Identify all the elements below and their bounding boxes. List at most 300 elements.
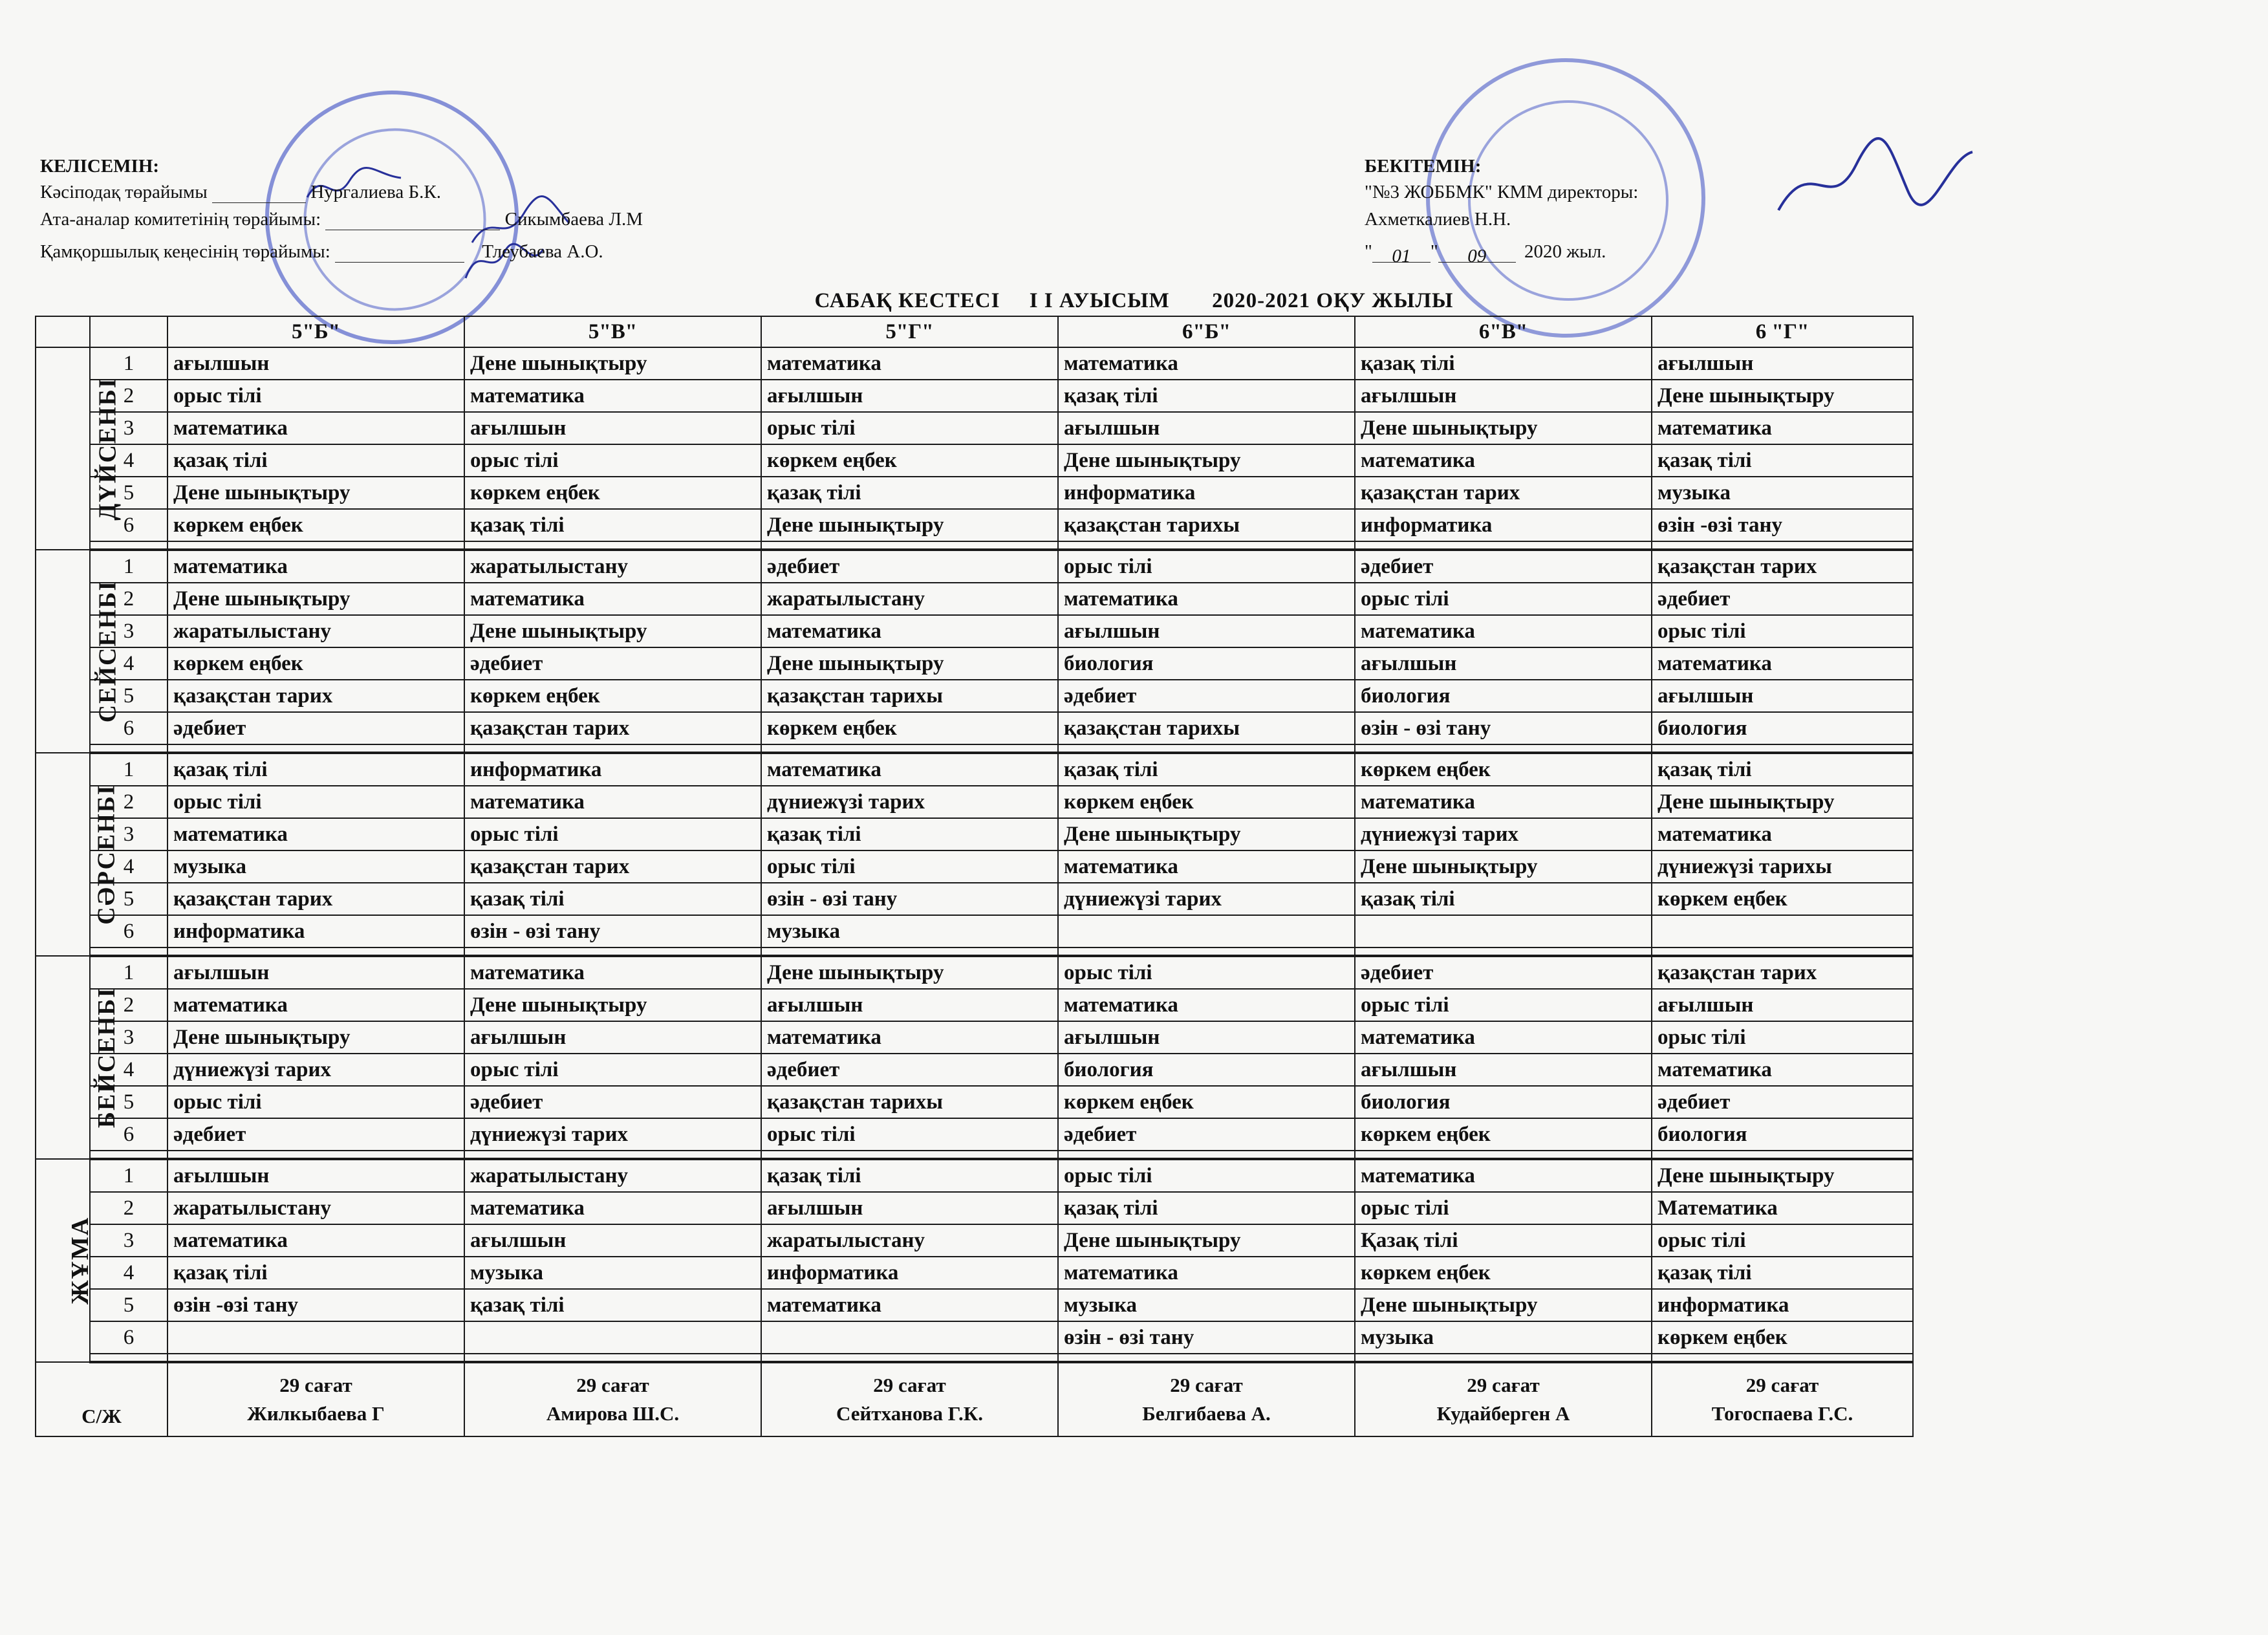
subject-cell: информатика <box>167 915 464 947</box>
separator-cell <box>464 541 761 550</box>
lesson-number: 3 <box>90 615 167 647</box>
subject-cell: математика <box>167 818 464 850</box>
subject-cell: әдебиет <box>1355 550 1652 583</box>
subject-cell: математика <box>464 956 761 989</box>
subject-cell: Дене шынықтыру <box>464 347 761 380</box>
subject-cell: ағылшын <box>761 1192 1058 1224</box>
lesson-row <box>36 989 1913 1021</box>
subject-cell: музыка <box>464 1257 761 1289</box>
subject-cell: Дене шынықтыру <box>1355 1289 1652 1321</box>
lesson-row <box>36 753 1913 786</box>
lesson-number: 2 <box>90 786 167 818</box>
day-separator-row <box>36 1354 1913 1362</box>
subject-cell: математика <box>167 1224 464 1257</box>
subject-cell: қазақ тілі <box>1058 380 1355 412</box>
subject-cell: ағылшын <box>1355 647 1652 680</box>
subject-cell: дүниежүзі тарих <box>464 1118 761 1151</box>
class-header: 6 "Г" <box>1652 316 1913 347</box>
title-year: 2020-2021 ОҚУ ЖЫЛЫ <box>1212 289 1454 312</box>
lesson-number: 5 <box>90 680 167 712</box>
subject-cell: әдебиет <box>1058 1118 1355 1151</box>
separator-cell <box>1652 744 1913 753</box>
teacher-name: Белгибаева А. <box>1142 1402 1271 1425</box>
subject-cell: Дене шынықтыру <box>167 583 464 615</box>
teacher-name: Амирова Ш.С. <box>546 1402 680 1425</box>
class-header: 6"Б" <box>1058 316 1355 347</box>
subject-cell: Дене шынықтыру <box>464 615 761 647</box>
hours-count: 29 сағат <box>1170 1374 1243 1396</box>
lesson-number: 3 <box>90 818 167 850</box>
lesson-number: 1 <box>90 1159 167 1192</box>
subject-cell <box>464 1321 761 1354</box>
subject-cell: ағылшын <box>167 1159 464 1192</box>
subject-cell: информатика <box>761 1257 1058 1289</box>
class-header: 5"В" <box>464 316 761 347</box>
subject-cell: музыка <box>1355 1321 1652 1354</box>
footer-cell <box>464 1362 761 1436</box>
lesson-row <box>36 1086 1913 1118</box>
subject-cell: қазақстан тарих <box>1652 956 1913 989</box>
footer-label: С/Ж <box>36 1362 167 1436</box>
approval-block: БЕКІТЕМІН: "№3 ЖОББМК" КММ директоры: Ахметкалиев Н.Н. " 01 " 09 2020 жыл. <box>1365 156 1639 266</box>
subject-cell: жаратылыстану <box>464 550 761 583</box>
date-year: 2020 жыл. <box>1524 241 1606 262</box>
separator-cell <box>1058 1354 1355 1362</box>
lesson-row <box>36 915 1913 947</box>
separator-cell <box>1652 1354 1913 1362</box>
subject-cell: Дене шынықтыру <box>167 477 464 509</box>
lesson-row <box>36 956 1913 989</box>
subject-cell: көркем еңбек <box>167 647 464 680</box>
subject-cell: қазақстан тарих <box>167 680 464 712</box>
date-day: 01 <box>1372 245 1431 263</box>
subject-cell: Дене шынықтыру <box>464 989 761 1021</box>
separator-cell <box>1058 541 1355 550</box>
lesson-number: 6 <box>90 1321 167 1354</box>
subject-cell: әдебиет <box>464 647 761 680</box>
subject-cell: өзін - өзі тану <box>464 915 761 947</box>
lesson-row <box>36 1257 1913 1289</box>
lesson-number: 3 <box>90 1224 167 1257</box>
date-month: 09 <box>1438 245 1516 263</box>
subject-cell: математика <box>1058 347 1355 380</box>
lesson-row <box>36 477 1913 509</box>
subject-cell: жаратылыстану <box>464 1159 761 1192</box>
day-cell <box>36 753 120 956</box>
lesson-number: 6 <box>90 915 167 947</box>
separator-cell <box>761 744 1058 753</box>
subject-cell: қазақ тілі <box>464 509 761 541</box>
subject-cell: музыка <box>167 850 464 883</box>
subject-cell: әдебиет <box>464 1086 761 1118</box>
separator-cell <box>1652 1151 1913 1159</box>
lesson-number: 6 <box>90 1118 167 1151</box>
lesson-row <box>36 380 1913 412</box>
separator-cell <box>1058 744 1355 753</box>
subject-cell: көркем еңбек <box>1058 1086 1355 1118</box>
subject-cell: Дене шынықтыру <box>1652 1159 1913 1192</box>
lesson-row <box>36 444 1913 477</box>
subject-cell: көркем еңбек <box>1652 1321 1913 1354</box>
separator-cell <box>464 1354 761 1362</box>
subject-cell: математика <box>1355 615 1652 647</box>
lesson-number: 2 <box>90 989 167 1021</box>
subject-cell: ағылшын <box>1058 615 1355 647</box>
separator-cell <box>167 1151 464 1159</box>
subject-cell: қазақ тілі <box>1355 347 1652 380</box>
director-org: "№3 ЖОББМК" КММ директоры: <box>1365 182 1639 202</box>
day-label: СӘРСЕНБІ <box>92 784 120 925</box>
subject-cell: ағылшын <box>1058 412 1355 444</box>
subject-cell: математика <box>1355 1159 1652 1192</box>
teacher-name: Жилкыбаева Г <box>247 1402 385 1425</box>
subject-cell: математика <box>464 380 761 412</box>
day-separator-row <box>36 1151 1913 1159</box>
subject-cell: информатика <box>464 753 761 786</box>
subject-cell: әдебиет <box>167 1118 464 1151</box>
subject-cell: қазақстан тарих <box>1652 550 1913 583</box>
separator-cell <box>464 744 761 753</box>
subject-cell: ағылшын <box>1058 1021 1355 1054</box>
subject-cell <box>1355 915 1652 947</box>
subject-cell: әдебиет <box>167 712 464 744</box>
subject-cell: дүниежүзі тарих <box>1058 883 1355 915</box>
subject-cell: математика <box>1652 412 1913 444</box>
lesson-number: 1 <box>90 347 167 380</box>
lesson-number: 5 <box>90 1289 167 1321</box>
subject-cell: жаратылыстану <box>167 615 464 647</box>
trustees-signature-line <box>335 245 464 263</box>
subject-cell: қазақстан тарихы <box>1058 712 1355 744</box>
day-cell <box>36 956 121 1159</box>
schedule-table <box>35 316 1914 1437</box>
subject-cell: Дене шынықтыру <box>1058 818 1355 850</box>
subject-cell <box>761 1321 1058 1354</box>
subject-cell: музыка <box>1652 477 1913 509</box>
class-header: 6"В" <box>1355 316 1652 347</box>
subject-cell: математика <box>1058 850 1355 883</box>
subject-cell: ағылшын <box>464 1224 761 1257</box>
day-label: СЕЙСЕНБІ <box>94 579 122 723</box>
lesson-row <box>36 883 1913 915</box>
subject-cell: қазақстан тарих <box>1355 477 1652 509</box>
subject-cell: дүниежүзі тарихы <box>1652 850 1913 883</box>
hours-count: 29 сағат <box>873 1374 946 1396</box>
subject-cell: орыс тілі <box>167 1086 464 1118</box>
subject-cell: дүниежүзі тарих <box>761 786 1058 818</box>
director-name: Ахметкалиев Н.Н. <box>1365 209 1511 230</box>
page-title <box>0 289 2268 313</box>
title-shift: І І АУЫСЫМ <box>1029 289 1170 312</box>
lesson-number: 3 <box>90 412 167 444</box>
lesson-number: 6 <box>90 509 167 541</box>
day-cell <box>36 1159 94 1362</box>
subject-cell: Дене шынықтыру <box>167 1021 464 1054</box>
subject-cell: қазақ тілі <box>761 818 1058 850</box>
lesson-row <box>36 786 1913 818</box>
subject-cell: математика <box>464 1192 761 1224</box>
hours-count: 29 сағат <box>1745 1374 1819 1396</box>
subject-cell: орыс тілі <box>761 1118 1058 1151</box>
lesson-row <box>36 1289 1913 1321</box>
lesson-row <box>36 1021 1913 1054</box>
subject-cell: орыс тілі <box>1058 1159 1355 1192</box>
class-header: 5"Г" <box>761 316 1058 347</box>
lesson-row <box>36 615 1913 647</box>
day-label: БЕЙСЕНБІ <box>93 986 121 1129</box>
subject-cell: жаратылыстану <box>761 1224 1058 1257</box>
separator-cell <box>90 947 167 956</box>
day-separator-row <box>36 947 1913 956</box>
subject-cell: көркем еңбек <box>761 444 1058 477</box>
subject-cell: математика <box>464 786 761 818</box>
separator-cell <box>464 947 761 956</box>
lesson-number: 4 <box>90 647 167 680</box>
separator-cell <box>1355 947 1652 956</box>
subject-cell: орыс тілі <box>167 786 464 818</box>
lesson-row <box>36 647 1913 680</box>
subject-cell: орыс тілі <box>1058 956 1355 989</box>
union-chair-signature-line <box>212 186 306 203</box>
lesson-row <box>36 550 1913 583</box>
footer-cell <box>167 1362 464 1436</box>
subject-cell: қазақ тілі <box>167 1257 464 1289</box>
subject-cell: орыс тілі <box>464 818 761 850</box>
subject-cell: ағылшын <box>464 412 761 444</box>
lesson-row <box>36 850 1913 883</box>
subject-cell: орыс тілі <box>761 412 1058 444</box>
subject-cell: қазақстан тарих <box>464 850 761 883</box>
subject-cell: Дене шынықтыру <box>1058 1224 1355 1257</box>
subject-cell: орыс тілі <box>761 850 1058 883</box>
parents-committee-name: Сикымбаева Л.М <box>504 209 643 230</box>
hours-count: 29 сағат <box>279 1374 352 1396</box>
subject-cell: музыка <box>1058 1289 1355 1321</box>
subject-cell: өзін -өзі тану <box>167 1289 464 1321</box>
day-separator-row <box>36 541 1913 550</box>
lesson-number: 5 <box>90 477 167 509</box>
trustees-name: Тлеубаева А.О. <box>482 241 603 262</box>
subject-cell: орыс тілі <box>1355 989 1652 1021</box>
subject-cell: орыс тілі <box>1652 615 1913 647</box>
subject-cell: биология <box>1652 1118 1913 1151</box>
footer-cell <box>1058 1362 1355 1436</box>
separator-cell <box>1355 744 1652 753</box>
subject-cell: өзін -өзі тану <box>1652 509 1913 541</box>
subject-cell: қазақ тілі <box>1652 1257 1913 1289</box>
subject-cell: ағылшын <box>1355 1054 1652 1086</box>
separator-cell <box>90 541 167 550</box>
subject-cell: әдебиет <box>761 550 1058 583</box>
subject-cell: биология <box>1652 712 1913 744</box>
subject-cell: ағылшын <box>1652 989 1913 1021</box>
subject-cell: ағылшын <box>167 347 464 380</box>
subject-cell: математика <box>1652 1054 1913 1086</box>
subject-cell: көркем еңбек <box>1652 883 1913 915</box>
subject-cell: математика <box>1652 818 1913 850</box>
lesson-row <box>36 818 1913 850</box>
day-cell <box>36 347 122 550</box>
subject-cell: ағылшын <box>464 1021 761 1054</box>
header-blank-day <box>36 316 90 347</box>
day-label: ДҮЙСЕНБІ <box>94 376 122 521</box>
subject-cell: дүниежүзі тарих <box>1355 818 1652 850</box>
subject-cell: математика <box>1652 647 1913 680</box>
subject-cell: көркем еңбек <box>167 509 464 541</box>
subject-cell: математика <box>1058 583 1355 615</box>
subject-cell: математика <box>1058 989 1355 1021</box>
subject-cell: өзін - өзі тану <box>1355 712 1652 744</box>
subject-cell: жаратылыстану <box>761 583 1058 615</box>
subject-cell: Дене шынықтыру <box>1652 786 1913 818</box>
subject-cell: математика <box>761 753 1058 786</box>
header-row <box>36 316 1913 347</box>
subject-cell: орыс тілі <box>1652 1021 1913 1054</box>
separator-cell <box>90 744 167 753</box>
subject-cell: қазақ тілі <box>761 477 1058 509</box>
day-separator-row <box>36 744 1913 753</box>
subject-cell: көркем еңбек <box>761 712 1058 744</box>
parents-committee-signature-line <box>325 213 500 230</box>
separator-cell <box>1355 541 1652 550</box>
subject-cell: орыс тілі <box>464 1054 761 1086</box>
lesson-row <box>36 1054 1913 1086</box>
separator-cell <box>167 541 464 550</box>
subject-cell <box>167 1321 464 1354</box>
separator-cell <box>1652 541 1913 550</box>
separator-cell <box>167 947 464 956</box>
trustees-label: Қамқоршылық кеңесінің төрайымы: <box>40 241 330 262</box>
subject-cell: ағылшын <box>1652 347 1913 380</box>
subject-cell: орыс тілі <box>464 444 761 477</box>
subject-cell: әдебиет <box>1355 956 1652 989</box>
lesson-number: 1 <box>90 753 167 786</box>
lesson-number: 2 <box>90 583 167 615</box>
subject-cell: орыс тілі <box>1652 1224 1913 1257</box>
hours-count: 29 сағат <box>1467 1374 1540 1396</box>
subject-cell: математика <box>167 412 464 444</box>
subject-cell: Дене шынықтыру <box>1058 444 1355 477</box>
subject-cell: биология <box>1355 1086 1652 1118</box>
subject-cell: биология <box>1058 1054 1355 1086</box>
union-chair-label: Кәсіподақ төрайымы <box>40 182 208 202</box>
subject-cell: математика <box>167 550 464 583</box>
footer-row <box>36 1362 1913 1436</box>
lesson-row <box>36 347 1913 380</box>
subject-cell: Дене шынықтыру <box>761 509 1058 541</box>
subject-cell: Дене шынықтыру <box>761 647 1058 680</box>
hours-count: 29 сағат <box>576 1374 649 1396</box>
separator-cell <box>90 1151 167 1159</box>
subject-cell: қазақстан тарихы <box>761 680 1058 712</box>
subject-cell: музыка <box>761 915 1058 947</box>
subject-cell: қазақ тілі <box>167 753 464 786</box>
separator-cell <box>1355 1354 1652 1362</box>
lesson-row <box>36 680 1913 712</box>
subject-cell: әдебиет <box>1058 680 1355 712</box>
subject-cell: қазақ тілі <box>761 1159 1058 1192</box>
lesson-row <box>36 712 1913 744</box>
separator-cell <box>464 1151 761 1159</box>
title-main: САБАҚ КЕСТЕСІ <box>814 289 1000 312</box>
subject-cell <box>1058 915 1355 947</box>
lesson-row <box>36 1321 1913 1354</box>
subject-cell: әдебиет <box>761 1054 1058 1086</box>
subject-cell: математика <box>761 615 1058 647</box>
subject-cell: көркем еңбек <box>464 477 761 509</box>
day-cell <box>36 550 122 753</box>
subject-cell: өзін - өзі тану <box>761 883 1058 915</box>
lesson-number: 1 <box>90 550 167 583</box>
subject-cell: ағылшын <box>761 989 1058 1021</box>
separator-cell <box>1058 947 1355 956</box>
subject-cell: математика <box>761 1289 1058 1321</box>
subject-cell: әдебиет <box>1652 583 1913 615</box>
teacher-name: Кудайберген А <box>1436 1402 1570 1425</box>
parents-committee-label: Ата-аналар комитетінің төрайымы: <box>40 209 321 230</box>
lesson-number: 1 <box>90 956 167 989</box>
subject-cell <box>1652 915 1913 947</box>
agreement-block <box>40 155 643 273</box>
lesson-row <box>36 1159 1913 1192</box>
subject-cell: математика <box>761 1021 1058 1054</box>
separator-cell <box>761 947 1058 956</box>
lesson-number: 4 <box>90 1257 167 1289</box>
subject-cell: көркем еңбек <box>1058 786 1355 818</box>
subject-cell: математика <box>167 989 464 1021</box>
subject-cell: ағылшын <box>1355 380 1652 412</box>
subject-cell: дүниежүзі тарих <box>167 1054 464 1086</box>
footer-cell <box>1355 1362 1652 1436</box>
subject-cell: биология <box>1058 647 1355 680</box>
subject-cell: математика <box>1355 786 1652 818</box>
teacher-name: Сейтханова Г.К. <box>836 1402 983 1425</box>
lesson-row <box>36 509 1913 541</box>
separator-cell <box>1355 1151 1652 1159</box>
footer-cell <box>761 1362 1058 1436</box>
class-header: 5"Б" <box>167 316 464 347</box>
lesson-number: 5 <box>90 883 167 915</box>
union-chair-name: Нургалиева Б.К. <box>310 182 441 202</box>
header-blank-num <box>90 316 167 347</box>
separator-cell <box>167 1354 464 1362</box>
subject-cell: информатика <box>1652 1289 1913 1321</box>
subject-cell: орыс тілі <box>1355 583 1652 615</box>
day-label: ЖҰМА <box>67 1216 94 1305</box>
lesson-number: 2 <box>90 380 167 412</box>
subject-cell: Дене шынықтыру <box>1355 850 1652 883</box>
subject-cell: ағылшын <box>1652 680 1913 712</box>
subject-cell: математика <box>464 583 761 615</box>
approval-heading: БЕКІТЕМІН: <box>1365 156 1482 177</box>
lesson-number: 6 <box>90 712 167 744</box>
subject-cell: қазақ тілі <box>1652 444 1913 477</box>
separator-cell <box>90 1354 167 1362</box>
footer-cell <box>1652 1362 1913 1436</box>
lesson-number: 4 <box>90 850 167 883</box>
subject-cell: қазақ тілі <box>1652 753 1913 786</box>
subject-cell: қазақ тілі <box>1355 883 1652 915</box>
subject-cell: биология <box>1355 680 1652 712</box>
agreement-heading: КЕЛІСЕМІН: <box>40 156 160 177</box>
subject-cell: математика <box>1058 1257 1355 1289</box>
separator-cell <box>761 541 1058 550</box>
subject-cell: қазақ тілі <box>464 1289 761 1321</box>
lesson-row <box>36 1224 1913 1257</box>
lesson-row <box>36 1118 1913 1151</box>
subject-cell: көркем еңбек <box>464 680 761 712</box>
separator-cell <box>761 1151 1058 1159</box>
